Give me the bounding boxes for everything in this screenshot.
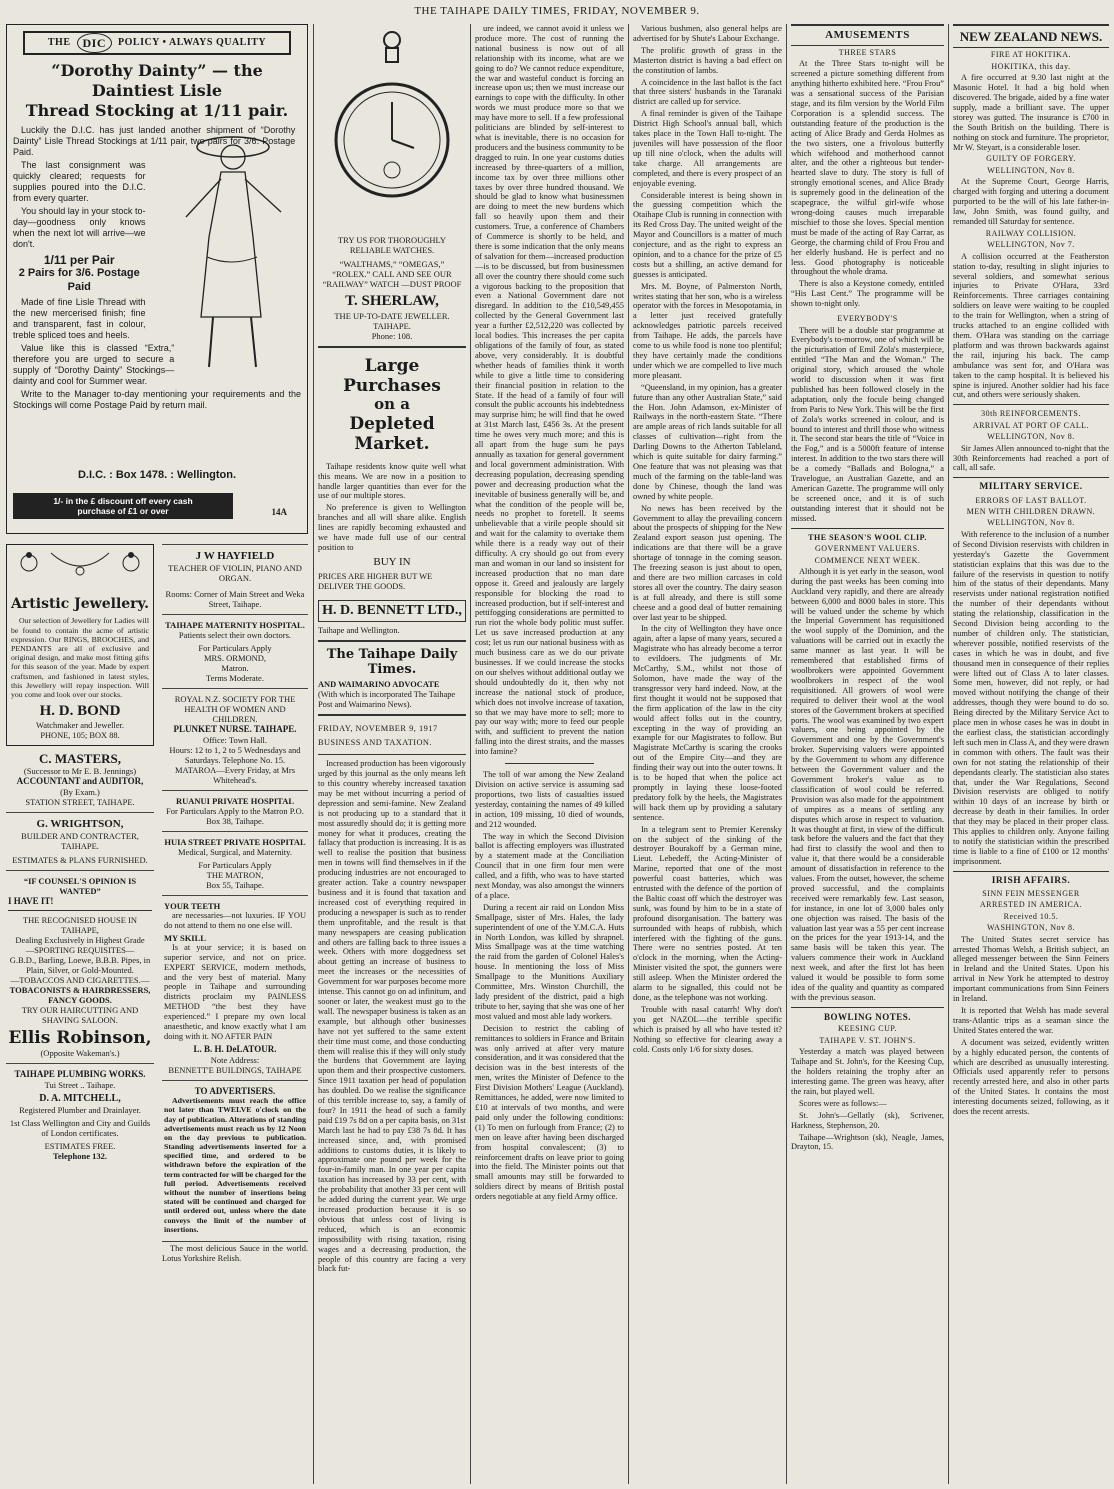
dic-logo: THE DIC POLICY • ALWAYS QUALITY: [23, 31, 291, 55]
left-narrow-stack: [6, 544, 154, 1166]
column-4: Various bushmen, also general helps are advertised for by Shute's Labour Exchange. The prolific growth of grass in the Masterton district is having a bad effect on the constitution of lambs. A coincidence in the last ballot is the fact that three sisters' husbands in the Taranaki district are called up for service. A final reminder is given of the Taihape District High School's annual ball, which takes place in the Town Hall to-night. The juveniles will have possession of the floor up till nine o'clock, when the adults will take charge. All arrangements are completed, and there is every prospect of an enjoyable evening. Considerable interest is being shown in the guessing competition which the Otaihape Club is running in connection with its Red Cross Day. The united weight of the Mayor and Councillors is a matter of much conjecture, and as the right to express an opinion, and to a chance for the prize of £5 costs but a shilling, an active demand for guesses is anticipated. Mrs. M. Boyne, of Palmerston North, writes stating that her son, who is a wireless operator with the forces in Mesopotamia, in a letter just received gratefully acknowledges patriotic parcels received from Taihape. He adds, the parcels have come to us while food is none too plentiful; they have certainly made the conditions under which we are compelled to live much more pleasant. “Queensland, in my opinion, has a greater future than any other Australian State,” said the Hon. John Adamson, ex-Minister of Railways in the north-eastern State. “There are ample areas of rich lands suitable for all classes of cultivation—right from the Darling Downs to the Atherton Tableland, which is quite suitable for dairy farming.” One feature that was not pleasing was that much of the farming on the table-land was done by Chinese, though the land was owned by white people. No news has been received by the Government to allay the prevailing concern about the prospects of shipping for the New Zealand export season just opening. The indications are that there will be a grave shortage of tonnage in the coming season. The freezing season is just about to open, and there are two million carcases in cold stores all over the country. The dairy season is at full already, and there is still some cheese and a good deal of butter remaining over last year to be shipped. In the city of Wellington they have once again, after a lapse of many years, secured a Magistrate who has already become a terror to evildoers. The judgments of Mr. McCarthy, S.M., whilst not those of Solomon, have made the way of the transgressor very hard indeed. Now, at the first thought it would not be supposed that the firm application of the law in the city would affect folks out in the country, excepting in the way of providing an example for our Magistrates to follow. But Magistrate McCarthy is scaring the crooks out of the Empire City—and they are finding their way out into the outer towns. It is to be hoped that when the police act promptly in laying these loose-footed predatory folk by the heels, the Magistrates will back them up by providing a salutary sentence. In a telegram sent to Premier Kerensky on the subject of the sinking of the destroyer Bourakoff by a German mine, Lieut. Lebedeff, the Acting-Minister of Marine, reported that one of the most powerful coast batteries, which was entrusted with the defence of the portion of the Baltic coast off which the destroyer was sunk, was found by him to be in a state of profound disorganisation. The battery was surrounded with heaps of rubbish, which interfered with the fighting of the guns. There were no sentries posted. At ten o'clock in the morning, when the Acting-Minister visited the spot, the gunners were still asleep. When the Minister ordered the alarm to be signalled, this could not be done, as the telephone was not working. Trouble with nasal catarrh! Why don't you get NAZOL—the terrible specific which is praised by all who have tested it? Nothing so effective for clearing away a cold. Costs only 1/6 for sixty doses.: [633, 24, 782, 1054]
wrightson-advertisement: G. WRIGHTSON, BUILDER AND CONTRACTER, TAIHAPE. ESTIMATES & PLANS FURNISHED.: [6, 813, 154, 871]
left-narrow-stack-2: [162, 544, 308, 1266]
dic-headline: “Dorothy Dainty” — the Daintiest Lisle Thread Stocking at 1/11 pair.: [25, 61, 289, 120]
advertisers-notice: TO ADVERTISERS. Advertisements must reach the office not later than TWELVE o'clock on the day of publication. Alterations of standing advertisements must reach us by 12 Noon on the day previous to publication. Standing advertisements inserted for a specified time, and ordered to be withdrawn before the expiration of the term contracted for will be charged for the full period. Advertisements received without the number of insertions being stated will be continued and charged for until ordered out, unless where the date conveys the limit of the number of insertions.: [162, 1081, 308, 1242]
pocket-watch-icon: [332, 30, 452, 230]
bond-advertisement: Artistic Jewellery. Our selection of Jewellery for Ladies will be found to contain the acme of artistic expression. Our RINGS, BROOCHES, and PENDANTS are all of exclusive and original design, and make most fitting gifts for this season of the year. Made by expert craftsmen, and fashioned in latest styles, this Jewellery will repay inspection. Will you come and look over our stocks. H. D. BOND Watchmaker and Jeweller. PHONE, 105; BOX 88.: [6, 544, 154, 746]
editorial-part-2: ure indeed, we cannot avoid it unless we produce more. The cost of running the national business is now out of all relationship with its income, what are we going to do? We cannot reduce expenditure, the war and wasteful conduct is forcing an increase upon us; then we must increase our earnings to cope with the difficulty. In other words we must produce more so that we may have more to sell. If a few professional politicians are blinded by self-interest to what is inevitable, there is no occasion for producers and the business community to be dragged to ruin. In one year customs duties increased by three-quarters of a million, income tax by over three millions other taxes by over three hundred thousand. We should be glad to know what businessmen are doing to meet the new burdens which fall so heavily upon them and their customers. True, a conference of Chambers of Commerce is shortly to be held, and there is some indication that the only means of salvation for them—increased production—is to be discussed, but from businessmen all over the country there should come such a vigorous backing to the proposition that even a National Government dare not disregard. In addition to the £10,549,455 collected by the General Government last year a further £2,512,220 was collected by local bodies. This increases the per capita obligations of the family of four, as stated above, very considerably. It is doubtful whether heads of families think it worth while to give a little time to considering their financial position in relation to the State. If the head of a family of four will consult the public accounts his indebtedness may surprise him; he will find that he owed at 31st March last, £456 3s. At the present time he owes very much more; and this is all apart from the huge sum he pays annually as taxation for general government and local government administration. With decreasing population, decreasing spending power and decreasing production what the inevitable of business generally will be, and what the condition of the people will be, needs no prophet to foretell. It seems unbelievable that a virile people should sit and wait for the calamity to overtake them while there is a ready way out of their difficulty. A cry should go out from every man and woman in our land so insistent for increased production that no man dare oppose it. Greed and jealously are largely responsible for blocking the road to increased production, but if self-interest and pettifogging considerations are permitted to run riot the whole body politic must suffer. Let us save increased production at any cost; let us run our national business with as much business care as we do our private businesses. If we could increase the stocks on our shelves without additional outlay we should undoubtedly do it, then why not increase the national stock of produce, which does not involve increase of taxation, so that we may have more to sell; more to pay our way with; more to feed our people with, and sufficient to prevent the nation falling into the direst straits, and the masses into famine?: [475, 24, 624, 757]
dic-advertisement: THE DIC POLICY • ALWAYS QUALITY “Dorothy Dainty” — the Daintiest Lisle Thread Stocking at 1/11 pair. Luckily the D.I.C. has just landed another shipment of “Dorothy Dainty” Lisle Thread Stockings at 1/11 pair, two pairs for 3/6. Postage Paid. The last consignment was quickly cleared; requests for supplies poured into the D.I.C. from every quarter. You should lay in your stock to-day—goodness only knows when the next lot will arrive—we don't. 1/11 per Pair 2 Pairs for 3/6. Postage Paid Made of fine Lisle Thread with the new mercerised finish; fine and transparent, fast in colour, treble spliced toes and heels. Value like this is classed “Extra,” therefore you are urged to secure a supply of “Dorothy Dainty” Stockings—dainty and cool for Summer wear. Write to the Manager to-day mentioning your requirements and the Stockings will come Postage Paid by return mail. D.I.C. : Box 1478. : Wellington. 1/- in the £ discount off every cash purchase of £1 or over 14A: [6, 24, 308, 534]
lady-illustration: [161, 117, 301, 377]
ruanui-advertisement: RUANUI PRIVATE HOSPITAL For Particulars Apply to the Matron P.O. Box 38, Taihape.: [162, 791, 308, 832]
dic-body: Luckily the D.I.C. has just landed another shipment of “Dorothy Dainty” Lisle Thread Stockings at 1/11 pair, two pairs for 3/6. Postage Paid. The last consignment was quickly cleared; requests for supplies poured into the D.I.C. from every quarter. You should lay in your stock to-day—goodness only knows when the next lot will arrive—we don't. 1/11 per Pair 2 Pairs for 3/6. Postage Paid Made of fine Lisle Thread with the new mercerised finish; fine and transparent, fast in colour, treble spliced toes and heels. Value like this is classed “Extra,” therefore you are urged to secure a supply of “Dorothy Dainty” Stockings—dainty and cool for Summer wear. Write to the Manager to-day mentioning your requirements and the Stockings will come Postage Paid by return mail.: [13, 125, 301, 410]
lotus-notice: The most delicious Sauce in the world. Lotus Yorkshire Relish.: [162, 1243, 308, 1263]
dic-discount-box: 1/- in the £ discount off every cash purchase of £1 or over: [13, 493, 233, 519]
jewellery-illustration: [11, 549, 149, 589]
column-6: NEW ZEALAND NEWS. FIRE AT HOKITIKA. HOKITIKA, this day. A fire occurred at 9.30 last night at the Masonic Hotel. It had a big hold when discovered. The brigade, aided by a fine water supply, made a brilliant save. The upper storey was gutted. The insurance is £700 in the South British on the building. There is nothing on stock and furniture. The proprietor, Mr W. Steyart, is a considerable loser. GUILTY OF FORGERY. WELLINGTON, Nov 8. At the Supreme Court, George Harris, charged with forging and uttering a document purported to be the will of his late father-in-law, John Smith, was found guilty, and remanded till Saturday for sentence. RAILWAY COLLISION. WELLINGTON, Nov 7. A collision occurred at the Featherston station to-day, resulting in slight injuries to several soldiers, and somewhat serious injuries to Private O'Hara, 33rd Reinforcements. Three carriages containing soldiers on leave were waiting to be coupled to the train for Wellington, when a string of trucks attached to an engine collided with them. O'Hara was standing on the carriage platform and was thrown backwards against the rail, injuring his back. The camp ambulance was sent for, and O'Hara was taken to the camp hospital. It is believed his spine is injured. Another soldier had his face cut, and others were seriously shaken. 30th REINFORCEMENTS. ARRIVAL AT PORT OF CALL. WELLINGTON, Nov 8. Sir James Allen announced to-night that the 30th Reinforcements had reached a port of call, all safe. MILITARY SERVICE. ERRORS OF LAST BALLOT. MEN WITH CHILDREN DRAWN. WELLINGTON, Nov 8. With reference to the inclusion of a number of Second Division reservists with children in yesterday's Gazette the Government statistician explains that this was due to the failure of the reservists in question to notify him of the status of their dependants. Many reservists under national registration notified the number of their dependants without stating the relationship, classification in the Second Division being according to the number of children only. The statistician, wherever possible, notified reservists of the cases in which he was in doubt, and five thousand men in consequence of their replies were lifted out of Class A to later classes. Some men, however, did not reply, or had moved without notifying the change of their addresses, though they were bound to do so. Being directed by the Military Service Act to place men in whose cases he was in doubt in the earliest class, the statistician accordingly left such men in Class A, and they were drawn in common with others. The fault was their own for not stating the relationship of their dependants clearly. The statistician also states that, under the War Regulations, Second Division reservists are obliged to notify within 10 days of an increase by birth or decrease by death in their families. In order that they may be placed in their proper class. This applies to children only. Anyone failing to notify the statistician within the prescribed time is liable to a fine of £100 or 12 months' imprisonment. IRISH AFFAIRS. SINN FEIN MESSENGER ARRESTED IN AMERICA. Received 10.5. WASHINGTON, Nov 8. The United States secret service has arrested Thomas Welsh, a British subject, an alleged messenger between the Sinn Feiners in Ireland and the United States. Upon his arrival in New York he attempted to destroy important communications from Sinn Feiners in Ireland. It is reported that Welsh has made several trans-Atlantic trips as a seaman since the United States entered the war. A document was seized, evidently written by a highly educated person, the contents of which are described as unusually interesting. Officials used apparently refer to persons recently arrested here, and also in other parts of the United States. It contains the most interesting documents seized, following, as it does the recent arrests.: [953, 24, 1109, 1486]
hayfield-advertisement: J W HAYFIELD TEACHER OF VIOLIN, PIANO AND ORGAN. Rooms: Corner of Main Street and Weka Street, Taihape.: [162, 544, 308, 615]
robinson-advertisement: “IF COUNSEL'S OPINION IS WANTED” I HAVE IT! THE RECOGNISED HOUSE IN TAIHAPE, Dealing Exclusively in Highest Grade —SPORTING REQUISITES— G.B.D., Barling, Loewe, B.B.B. Pipes, in Plain, Silver, or Gold-Mounted. —TOBACCOS AND CIGARETTES.— TOBACONISTS & HAIRDRESSERS, FANCY GOODS. TRY OUR HAIRCUTTING AND SHAVING SALOON. Ellis Robinson, (Opposite Wakeman's.): [6, 871, 154, 1065]
left-ad-column: [6, 24, 308, 1486]
dic-footer: D.I.C. : Box 1478. : Wellington.: [77, 469, 237, 481]
huia-advertisement: HUIA STREET PRIVATE HOSPITAL Medical, Surgical, and Maternity. For Particulars Apply THE MATRON, Box 55, Taihape.: [162, 832, 308, 896]
editorial-part-1: Increased production has been vigorously urged by this journal as the only means left to this country whereby increased taxation may be met without incurring a period of depression and semi-famine. New Zealand is not producing up to a standard that it most assuredly should do; it is getting more money for what it produces, creating the fallacy that production is increasing. It is as well to realise the position that business men in towns will find themselves in if the producing industries are not encouraged to greater action. Take a country newspaper business and it is found that taxation and increased cost of everything required in producing a newspaper is such as to render them unprofitable, and the result is that many newspapers are ceasing publication and others are falling back to three issues a week. Others with more doggedness set about getting an increase of business to meet the increases or the necessities of Government for war purposes become more intense. This cannot go on ad infinitum, and sooner or later, the weakest must go to the wall. The newspaper business is taken as an example, but although other businesses have not yet suffered to the same extent their time must come, and those conducting them will realise this if they will only study the burdens that Government are laying upon them and their prospective customers. Since 1911 taxation per head of population has doubled. Do we realise the significance of this terrible increase to, say, a family of four? In 1911 the head of such a family paid £19 7s 8d on a per capita basis, on 31st March last he had to pay £38 7s 8d. It has increased since, and, with promised additions to customs duties, it is likely to approximate one pound per week for the four-in-family man. In one year per capita taxation has increased by 33 per cent, with the probability that another 33 per cent will be added during the current year. We urge increased production because it is so obvious that unless cost of living is reduced, which is an economic impossibility with rising taxation, rising wages and a decreasing production, the people of this country are facing a very black fut-: [318, 759, 466, 1274]
masthead: THE TAIHAPE DAILY TIMES, FRIDAY, NOVEMBER 9.: [414, 5, 700, 17]
dic-monogram-icon: DIC: [77, 33, 113, 53]
sherlaw-advertisement: TRY US FOR THOROUGHLY RELIABLE WATCHES. “WALTHAMS,” “OMEGAS,” “ROLEX.” CALL AND SEE OUR “RAILWAY” WATCH —DUST PROOF T. SHERLAW, THE UP-TO-DATE JEWELLER. TAIHAPE. Phone: 108.: [318, 230, 466, 348]
bennett-advertisement: Large Purchases on a Depleted Market. Taihape residents know quite well what this means. We are now in a position to handle larger quantities than ever for the use of our multiple stores. No preference is given to Wellington branches and all will share alike. English lines are rapidly becoming exhausted and we have made full use of our central position to BUY IN PRICES ARE HIGHER BUT WE DELIVER THE GOODS. H. D. BENNETT LTD., Taihape and Wellington.: [318, 348, 466, 642]
plunket-advertisement: ROYAL N.Z. SOCIETY FOR THE HEALTH OF WOMEN AND CHILDREN. PLUNKET NURSE. TAIHAPE. Office: Town Hall. Hours: 12 to 1, 2 to 5 Wednesdays and Saturdays. Telephone No. 15. MATAROA—Every Friday, at Mrs Whitehead's.: [162, 689, 308, 791]
column-5: AMUSEMENTS THREE STARS At the Three Stars to-night will be screened a picture something different from anything hitherto exhibited here. “Frou Frou” was a sensational success of the Parisian stage, and its film version by the World Film Corporation is a splendid success. The outstanding feature of the production is the acting of Alice Brady and Gerda Holmes as the two sisters, one a frivolous butterfly which wifehood and motherhood cannot alter, and the other a righteous but tender-hearted slave to duty. The story is full of strongly emotional scenes, and Alice Brady is supremely good in the delineation of the scapegrace, the wilful girl-wife whose wrong-doing causes much irreparable mischief to those she loves. Special mention must be made of the acting of Ray Carrar, as George, the charming child of Frou Frou and her elderly husband. He is perfect and no less. Good photography is noticeable throughout the whole drama. There is also a Keystone comedy, entitled “His Last Cent.” The programme will be shown to-night only. EVERYBODY'S There will be a double star programme at Everybody's to-morrow, one of which will be the picturisation of Emil Zola's masterpiece, entitled “The Man and the Woman.” The original story, which aroused the whole world to discussion when it was first published has been followed closely in the adaptation, only the focule being changed from Paris to New York. This will be the first of Zola's works screened in colour, and is bound to interest and thrill those who witness it. The second star bears the title of “Voice in the Fog,” and is a 5000ft feature of intense interest. In addition to the two stars there will be a comedy “Ballads and Bologna,” a Travelogue, an Australian Gazette, and an American Gazette. The programme will only be screened once, and it is of such outstanding interest that it should not be missed. THE SEASON'S WOOL CLIP. GOVERNMENT VALUERS. COMMENCE NEXT WEEK. Although it is yet early in the season, wool during the past weeks has been coming into Auckland very rapidly, and there are already between 6,000 and 8000 bales in store. This will be valued under the scheme by which the Imperial Government has requisitioned the wool supply of the Dominion, and the valuations will be carried out in exactly the same manner as last year. It will be remembered that established firms of woolbrokers were appointed Government woolbrokers in respect of the wool requisitioned. All growers of wool were required to deliver their wool at the wool stores of the Government brokers at specified ports. The wool was examined by two expert valuers, one being appointed by the Government and one by the Government's broker. Supervising valuers were appointed by the Government to whom any difference between the Government valuer and the Government broker's value as to classification of wool could be referred. Provision was also made for the appointment of umpires as a means of settling any disputes which arose in respect to valuation. It was thought at first, in view of the difficult task before the valuers and the fact that they had first to classify the wool and then to value it, that there would be a considerable amount of dissatisfaction in reference to the values. From the outset, however, the scheme proved successful, and the complaints received were remarkably few. Last season, for instance, in one lot of 3,000 bales only one objection was raised. The basis of the valuation last year was a 55 per cent increase on the prices for the year 1913-14, and the same basis will be taken this year. The valuers commence their work in Auckland next week, and after the first lot has been valued it would be possible to form some idea of the quality and quantity as compared with the previous season. BOWLING NOTES. KEESING CUP. TAIHAPE V. ST. JOHN'S. Yesterday a match was played between Taihape and St. John's, for the Keesing Cup, the holders retaining the trophy after an interesting game. The green was heavy, after the rain, but played well. Scores were as follows:— St. John's—Gellatly (sk), Scrivener, Harkness, Stephenson, 20. Taihape—Wrightson (sk), Neagle, James, Drayton, 15.: [791, 24, 944, 1486]
maternity-advertisement: TAIHAPE MATERNITY HOSPITAL. Patients select their own doctors. For Particulars Apply MRS. ORMOND, Matron. Terms Moderate.: [162, 615, 308, 689]
dentist-advertisement: YOUR TEETH are necessaries—not luxuries. IF YOU do not attend to them no one else will. MY SKILL Is at your service; it is based on superior service, and not on price. EXPERT SERVICE, modern methods, and the very best of material. Many people in Taihape and surrounding districts proclaim my PAINLESS METHOD “the best they have experienced.” I prepare my own local anaesthetic, and know exactly what I am doing with it. NO AFTER PAIN L. B. H. DeLATOUR. Note Address: BENNETT'E BUILDINGS, TAIHAPE: [162, 896, 308, 1081]
column-2: TRY US FOR THOROUGHLY RELIABLE WATCHES. “WALTHAMS,” “OMEGAS,” “ROLEX.” CALL AND SEE OUR “RAILWAY” WATCH —DUST PROOF T. SHERLAW, THE UP-TO-DATE JEWELLER. TAIHAPE. Phone: 108. Large Purchases on a Depleted Market. Taihape residents know quite well what this means. We are now in a position to handle larger quantities than ever for the use of our multiple stores. No preference is given to Wellington branches and all will share alike. English lines are rapidly becoming exhausted and we have made full use of our central position to BUY IN PRICES ARE HIGHER BUT WE DELIVER THE GOODS. H. D. BENNETT LTD., Taihape and Wellington. The Taihape Daily Times. AND WAIMARINO ADVOCATE (With which is incorporated The Taihape Post and Waimarino News). FRIDAY, NOVEMBER 9, 1917 BUSINESS AND TAXATION. Increased production has been vigorously urged by this journal as the only means left to this country whereby increased taxation may be met without incurring a period of depression and semi-famine. New Zealand is not producing up to a standard that it most assuredly should do; it is getting more money for what it produces, creating the fallacy that production is increasing. It is as well to realise the position that business men in towns will find themselves in if the producing industries are not encouraged to greater action. Take a country newspaper business and it is found that taxation and increased cost of everything required in producing a newspaper is such as to render them unprofitable, and the result is that many newspapers are ceasing publication and others are falling back to three issues a week. Others with more doggedness set about getting an increase of business to meet the increases or the necessities of Government for war purposes become more intense. This cannot go on ad infinitum, and sooner or later, the weakest must go to the wall. The newspaper business is taken as an example, but although other businesses have not yet suffered to the same extent their time must come, and those conducting them will realise this if they will only study the burdens that Government are laying upon them and their prospective customers. Since 1911 taxation per head of population has doubled. Do we realise the significance of this terrible increase to, say, a family of four? In 1911 the head of such a family paid £19 7s 8d on a per capita basis, on 31st March last he had to pay £38 7s 8d. It has increased since, and, with promised additions to customs duties, it is likely to approximate one pound per week for the four-in-family man. In one year per capita taxation has increased by 33 per cent, with the probability that another 33 per cent will be added during the current year. We urge increased production because it is so obvious that unless cost of living is reduced, which is an economic impossibility with rising taxation, rising wages and a decreasing production, the people of this country are facing a very black fut-: [318, 24, 466, 1486]
times-masthead: The Taihape Daily Times. AND WAIMARINO ADVOCATE (With which is incorporated The Taihape Post and Waimarino News).: [318, 642, 466, 716]
masters-advertisement: C. MASTERS, (Successor to Mr E. B. Jennings) ACCOUNTANT and AUDITOR, (By Exam.) STATION STREET, TAIHAPE.: [6, 746, 154, 813]
plumbing-advertisement: TAIHAPE PLUMBING WORKS. Tui Street .. Taihape. D. A. MITCHELL, Registered Plumber and Drainlayer. 1st Class Wellington and City and Guilds of London certificates. ESTIMATES FREE. Telephone 132.: [9, 1069, 151, 1161]
column-3: ure indeed, we cannot avoid it unless we produce more. The cost of running the national business is now out of all relationship with its income, what are we going to do? We cannot reduce expenditure, the war and wasteful conduct is forcing an increase upon us; then we must increase our earnings to cope with the difficulty. In other words we must produce more so that we may have more to sell. If a few professional politicians are blinded by self-interest to what is inevitable, there is no occasion for producers and the business community to be dragged to ruin. In one year customs duties increased by three-quarters of a million, income tax by over three millions other taxes by over three hundred thousand. We should be glad to know what businessmen are doing to meet the new burdens which fall so heavily upon them and their customers. True, a conference of Chambers of Commerce is shortly to be held, and there is some indication that the only means of salvation for them—increased production—is to be discussed, but from businessmen all over the country there should come such a vigorous backing to the proposition that even a National Government dare not disregard. In addition to the £10,549,455 collected by the General Government last year a further £2,512,220 was collected by local bodies. This increases the per capita obligations of the family of four, as stated above, very considerably. It is doubtful whether heads of families think it worth while to give a little time to considering their financial position in relation to the State. If the head of a family of four will consult the public accounts his indebtedness may surprise him; he will find that he owed at 31st March last, £456 3s. At the present time he owes very much more; and this is all apart from the huge sum he pays annually as taxation for general government and local government administration. With decreasing population, decreasing spending power and decreasing production what the inevitable of business generally will be, and what the condition of the people will be, needs no prophet to foretell. It seems unbelievable that a virile people should sit and wait for the calamity to overtake them while there is a ready way out of their difficulty. A cry should go out from every man and woman in our land so insistent for increased production that no man dare oppose it. Greed and jealously are largely responsible for blocking the road to increased production, but if self-interest and pettifogging considerations are permitted to run riot the whole body politic must suffer. Let us save increased production at any cost; let us run our national business with as much business care as we do our private businesses. If we could increase the stocks on our shelves without additional outlay we should undoubtedly do it, then why not increase the national stock of produce, which does not involve increase of taxation, so that we may have more to sell; more to pay our way with; more to feed our people with, and sufficient to prevent the nation falling into the direst straits, and the masses into famine? The toll of war among the New Zealand Division on active service is assuming sad proportions, two lists of casualties issued yesterday, containing the names of 49 killed in action, 109 missing, 10 died of wounds, and 212 wounded. The way in which the Second Division ballot is affecting employers was illustrated by a statement made at the Conciliation Council that in one firm four men were called, and a fifth, who was to have started next Monday, was also amongst the winners of a place. During a recent air raid on London Miss Smallpage, sister of Mrs. Hales, the lady superintendent of one of the Y.M.C.A. Huts in North London, was killed by shrapnel. Miss Smallpage was at the time watching the raid from the garden of Colonel Hales's house. In mentioning the loss of Miss Smallpage to the Munitions Auxiliary Committee, Mrs. Winston Churchill, the lady president of the district, paid a high tribute to her, saying that she was one of her most valued and most able lady workers. Decision to restrict the cabling of remittances to soldiers in France and Britain was only arrived at after very mature consideration, and it was considered that the decision was in the best interests of the men, writes the Minister of Defence to the First Division Mothers' League (Auckland). Remittances, he added, were now limited to £10 at intervals of two months, and were paid only under the following conditions: (1) To men on furlough from France; (2) to men on leave after having been discharged from hospital convalescent; (3) to reinforcement drafts on leave prior to going into the field. The Minister points out that small amounts may still be forwarded to soldiers direct by means of British postal orders negotiable at any field Army office.: [475, 24, 624, 1202]
